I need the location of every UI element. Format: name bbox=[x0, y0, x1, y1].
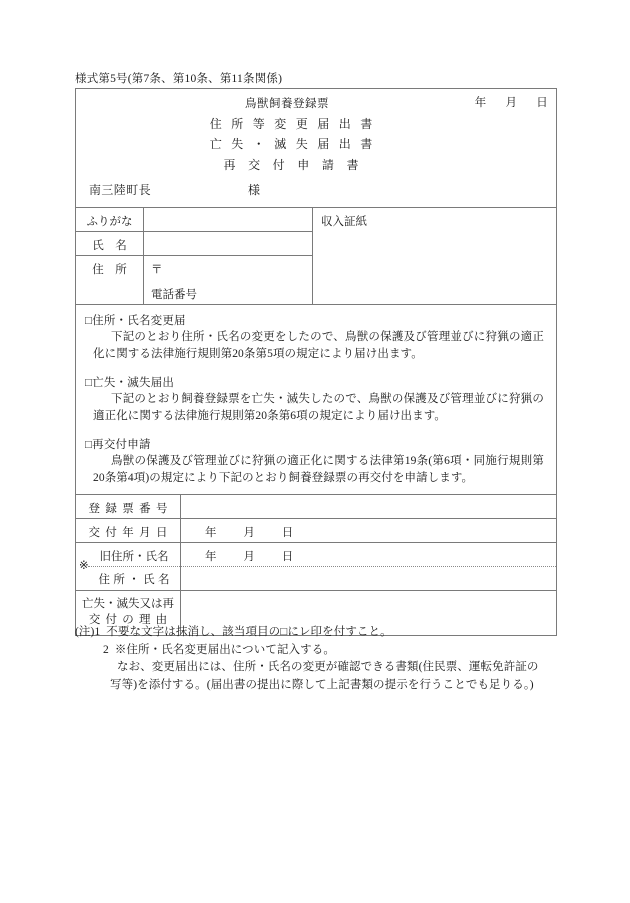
declaration-heading: 亡失・滅失届出 bbox=[92, 377, 175, 389]
declaration-heading: 住所・氏名変更届 bbox=[92, 315, 186, 327]
notes-label: (注) bbox=[75, 626, 95, 638]
declaration-heading: 再交付申請 bbox=[92, 439, 151, 451]
old-address-date-fields bbox=[181, 548, 556, 564]
registration-number-input[interactable] bbox=[181, 495, 556, 518]
declarations-block bbox=[76, 305, 556, 495]
row-issue-date bbox=[76, 519, 556, 543]
declaration-loss-destruction bbox=[85, 374, 546, 424]
applicant-table bbox=[76, 208, 556, 305]
revenue-stamp-box[interactable]: 収入証紙 bbox=[321, 216, 367, 228]
furigana-label: ふりがな bbox=[76, 208, 144, 231]
note-2-number: 2 bbox=[103, 643, 109, 656]
note-item-1 bbox=[75, 624, 565, 642]
address-input[interactable] bbox=[144, 256, 312, 304]
footer-notes bbox=[75, 624, 565, 694]
document-subtitle-3: 再交付申請書 bbox=[223, 157, 372, 172]
row-registration-number bbox=[76, 495, 556, 519]
address-change-values[interactable] bbox=[181, 543, 556, 590]
reason-label-line1: 亡失・滅失又は再 bbox=[82, 598, 174, 610]
address-label: 住 所 bbox=[76, 256, 144, 304]
phone-label: 電話番号 bbox=[151, 289, 197, 301]
addressee-name: 南三陸町長 bbox=[89, 183, 152, 197]
document-subtitle-2: 亡失・滅失届出書 bbox=[209, 137, 382, 151]
header-month-label[interactable]: 月 bbox=[505, 97, 518, 109]
note-item-2-continued-2: 写等)を添付する。(届出書の提出に際して上記書類の提示を行うことでも足りる。) bbox=[110, 678, 534, 691]
registration-number-label: 登録票番号 bbox=[76, 495, 181, 518]
header-day-label[interactable]: 日 bbox=[536, 97, 548, 109]
issue-day-label: 日 bbox=[281, 527, 294, 539]
addressee-honorific: 様 bbox=[248, 183, 261, 197]
checkbox-icon[interactable]: □ bbox=[85, 439, 93, 451]
declaration-heading-row bbox=[85, 374, 546, 390]
header-date-fields bbox=[475, 94, 548, 110]
row-address-name-change bbox=[76, 543, 556, 591]
checkbox-icon[interactable]: □ bbox=[85, 377, 93, 389]
old-address-label: 旧住所・氏名 bbox=[99, 551, 169, 563]
issue-date-input[interactable] bbox=[181, 519, 556, 542]
issue-month-label: 月 bbox=[243, 527, 255, 539]
checkbox-icon[interactable]: □ bbox=[85, 315, 93, 327]
declaration-body: 下記のとおり住所・氏名の変更をしたので、鳥獣の保護及び管理並びに狩猟の適正化に関する法律施行規則第20条第5項の規定により届け出ます。 bbox=[93, 331, 544, 360]
declaration-heading-row bbox=[85, 312, 546, 328]
note-item-2 bbox=[75, 642, 565, 660]
header-band bbox=[76, 89, 556, 174]
declaration-address-name-change bbox=[85, 312, 546, 362]
note-1-text: 不要な文字は抹消し、該当項目の□にレ印を付すこと。 bbox=[106, 626, 392, 638]
postal-mark-icon: 〒 bbox=[151, 264, 163, 276]
declaration-body: 鳥獣の保護及び管理並びに狩猟の適正化に関する法律第19条(第6項・同施行規則第20条第4項)の規定により下記のとおり飼養登録票の再交付を申請します。 bbox=[93, 455, 544, 484]
header-year-label[interactable]: 年 bbox=[474, 97, 487, 109]
document-subtitle-1: 住所等変更届出書 bbox=[209, 116, 382, 131]
dotted-divider bbox=[88, 566, 556, 567]
declaration-body: 下記のとおり飼養登録票を亡失・滅失したので、鳥獣の保護及び管理並びに狩猟の適正化に関する法律施行規則第20条第6項の規定により届け出ます。 bbox=[93, 393, 544, 422]
row-furigana bbox=[76, 208, 312, 232]
form-frame bbox=[75, 88, 557, 636]
declaration-reissue-application bbox=[85, 436, 546, 486]
note-1-number: 1 bbox=[94, 626, 101, 638]
row-name bbox=[76, 232, 312, 256]
old-address-month-label: 月 bbox=[243, 551, 255, 563]
issue-year-label: 年 bbox=[205, 527, 217, 539]
old-address-year-label: 年 bbox=[205, 551, 217, 563]
issue-date-label: 交付年月日 bbox=[76, 519, 181, 542]
addressee-row bbox=[76, 174, 556, 208]
note-2-text: ※住所・氏名変更届出について記入する。 bbox=[114, 643, 335, 656]
issue-date-fields bbox=[181, 527, 293, 539]
furigana-input[interactable] bbox=[144, 208, 312, 231]
applicant-fields bbox=[76, 208, 313, 304]
document-title: 鳥獣飼養登録票 bbox=[245, 98, 329, 110]
row-address bbox=[76, 256, 312, 304]
reason-label-line2: 交付の理由 bbox=[88, 614, 173, 626]
declaration-heading-row bbox=[85, 436, 546, 452]
name-label: 氏 名 bbox=[76, 232, 144, 255]
reference-mark-icon: ※ bbox=[79, 560, 89, 572]
old-address-day-label: 日 bbox=[281, 551, 294, 563]
note-item-2-continued-1: なお、変更届出には、住所・氏名の変更が確認できる書類(住民票、運転免許証の bbox=[117, 661, 539, 673]
name-input[interactable] bbox=[144, 232, 312, 255]
new-address-label: 住所・氏名 bbox=[98, 574, 173, 586]
form-number: 様式第5号(第7条、第10条、第11条関係) bbox=[75, 73, 283, 85]
